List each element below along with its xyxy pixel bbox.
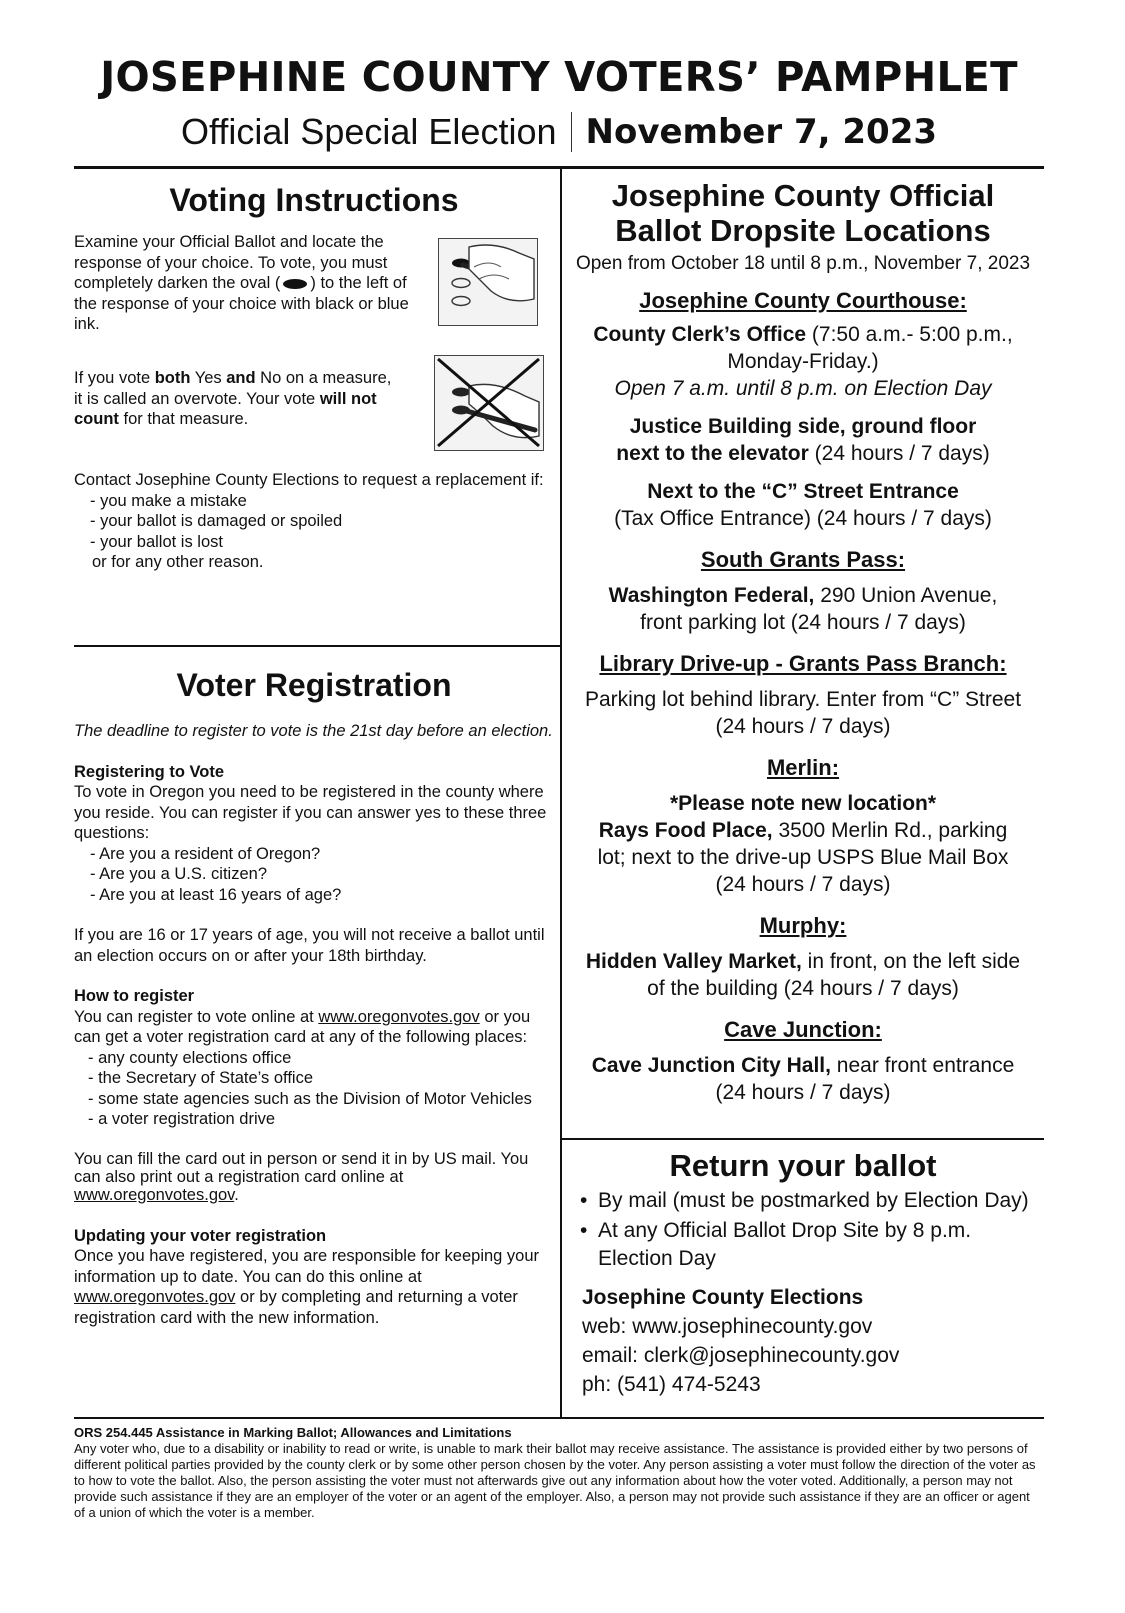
list-item: - Are you at least 16 years of age?	[90, 885, 342, 904]
overvote-and: and	[226, 369, 256, 387]
elections-contact	[562, 1283, 1044, 1399]
instruction-text: Examine your Official Ballot and locate the response of your choice. To vote, you must completely darken the oval (	[74, 233, 388, 292]
elections-email[interactable]: email: clerk@josephinecounty.gov	[582, 1344, 900, 1367]
updating-paragraph	[74, 1246, 554, 1328]
registering-subheading: Registering to Vote	[74, 762, 225, 781]
rays-food-line	[562, 817, 1044, 844]
list-item: - your ballot is lost	[90, 532, 554, 553]
hand-marking-oval-icon	[439, 239, 536, 324]
voting-instructions-heading: Voting Instructions	[169, 182, 459, 218]
replacement-paragraph	[74, 470, 554, 573]
cave-junction-hours: (24 hours / 7 days)	[715, 1081, 891, 1104]
clerk-office-line	[562, 321, 1044, 348]
dropsite-heading-line-1: Josephine County Official	[611, 178, 995, 213]
voter-registration-heading: Voter Registration	[176, 667, 452, 703]
list-item: • By mail (must be postmarked by Election Day)	[580, 1187, 1044, 1215]
rays-food-directions: lot; next to the drive-up USPS Blue Mail Box	[597, 846, 1009, 869]
subtitle-divider	[571, 112, 572, 152]
card-text: You can fill the card out in person or send it in by US mail. You can also print out a registration card online at	[74, 1149, 529, 1186]
eligibility-questions	[74, 844, 554, 906]
updating-text-b: or by completing and returning a voter registration card with the new information.	[74, 1288, 518, 1327]
how-to-register-paragraph	[74, 1007, 554, 1048]
justice-building-elevator: next to the elevator	[616, 442, 809, 465]
replacement-reasons	[74, 491, 554, 553]
updating-text-a: Once you have registered, you are responsible for keeping your information up to date. You can do this online at	[74, 1247, 540, 1286]
return-methods	[562, 1187, 1044, 1273]
footer-heading: ORS 254.445 Assistance in Marking Ballot; Allowances and Limitations	[74, 1425, 512, 1440]
cave-junction-directions: near front entrance	[830, 1054, 1015, 1077]
left-section-divider	[74, 645, 560, 647]
clerk-office-name: County Clerk’s Office	[593, 323, 807, 346]
age-paragraph: If you are 16 or 17 years of age, you will not receive a ballot until an election occurs on or after your 18th birthday.	[74, 926, 545, 965]
c-street-hours: (Tax Office Entrance) (24 hours / 7 days)	[614, 507, 992, 530]
return-ballot-section	[562, 1148, 1044, 1399]
dropsite-locations-section	[562, 178, 1044, 1106]
replacement-intro: Contact Josephine County Elections to request a replacement if:	[74, 471, 544, 489]
elections-office-name: Josephine County Elections	[582, 1286, 864, 1309]
page-title: JOSEPHINE COUNTY VOTERS’ PAMPHLET	[100, 53, 1018, 101]
rays-food-name: Rays Food Place,	[598, 819, 773, 842]
cave-junction-line	[562, 1052, 1044, 1079]
election-date: November 7, 2023	[585, 112, 938, 152]
replacement-end: or for any other reason.	[92, 553, 264, 571]
registering-paragraph: To vote in Oregon you need to be registered in the county where you reside. You can register if you can answer yes to these three questions:	[74, 783, 547, 842]
dropsite-open-dates: Open from October 18 until 8 p.m., November 7, 2023	[575, 253, 1031, 274]
page-header	[74, 48, 1044, 154]
washington-federal-name: Washington Federal,	[608, 584, 815, 607]
oregonvotes-link[interactable]: www.oregonvotes.gov	[318, 1007, 480, 1026]
instruction-text-end: ) to the left of the response of your choice with black or blue ink.	[74, 274, 409, 333]
justice-building-line-2	[562, 440, 1044, 467]
list-item: - a voter registration drive	[88, 1110, 276, 1128]
location-heading-courthouse: Josephine County Courthouse:	[639, 288, 967, 313]
voting-instructions-section	[74, 180, 554, 220]
clerk-election-day-hours: Open 7 a.m. until 8 p.m. on Election Day	[614, 377, 992, 400]
washington-federal-line	[562, 582, 1044, 609]
location-heading-south-grants-pass: South Grants Pass:	[700, 547, 906, 572]
oregonvotes-link[interactable]: www.oregonvotes.gov	[74, 1185, 235, 1204]
hidden-valley-directions: in front, on the left side	[801, 950, 1021, 973]
overvote-text-b: Yes	[190, 369, 227, 387]
list-item: - any county elections office	[88, 1048, 292, 1067]
justice-building-hours: (24 hours / 7 days)	[808, 442, 990, 465]
hidden-valley-hours: of the building (24 hours / 7 days)	[647, 977, 959, 1000]
location-heading-merlin: Merlin:	[766, 755, 840, 780]
cave-junction-city-hall: Cave Junction City Hall,	[591, 1054, 831, 1077]
card-paragraph	[74, 1150, 554, 1204]
how-to-text-b: or you can get a voter registration card at any of the following places:	[74, 1007, 531, 1046]
top-rule	[74, 166, 1044, 169]
location-heading-library: Library Drive-up - Grants Pass Branch:	[599, 651, 1007, 676]
how-to-text-a: You can register to vote online at	[74, 1007, 319, 1026]
overvote-text-a: If you vote	[74, 369, 155, 387]
clerk-office-days: Monday-Friday.)	[727, 350, 879, 373]
merlin-new-location-note: *Please note new location*	[669, 792, 937, 815]
washington-federal-hours: front parking lot (24 hours / 7 days)	[640, 611, 966, 634]
footer-text: Any voter who, due to a disability or inability to read or write, is unable to mark their ballot may receive assistance. The assistance is provided either by two persons of different political parties provided by the county clerk or by some other person chosen by the voter. Any person assisting a voter must follow the direction of the voter as to how to vote the ballot. Also, the person assisting the voter must not afterwards give out any information about how the voter voted. Additionally, a person may not provide such assistance if they are an employer of the voter or an agent of the employer. Also, a person may not provide such assistance if they are an officer or agent of a union of which the voter is a member.	[74, 1441, 1036, 1520]
overvote-figure	[434, 355, 544, 451]
oregonvotes-link[interactable]: www.oregonvotes.gov	[74, 1288, 236, 1306]
location-heading-cave-junction: Cave Junction:	[724, 1017, 882, 1042]
list-item: - Are you a U.S. citizen?	[90, 865, 267, 883]
elections-phone: ph: (541) 474-5243	[582, 1373, 761, 1396]
card-text-end: .	[234, 1185, 239, 1204]
overvote-crossed-icon	[435, 356, 542, 449]
updating-subheading: Updating your voter registration	[74, 1226, 327, 1245]
library-hours: (24 hours / 7 days)	[715, 715, 891, 738]
registration-places	[74, 1048, 554, 1130]
assistance-footer	[74, 1425, 1044, 1521]
rays-food-hours: (24 hours / 7 days)	[715, 873, 891, 896]
overvote-both: both	[154, 369, 191, 387]
overvote-will-not-count: will not count	[74, 389, 377, 428]
rays-food-address: 3500 Merlin Rd., parking	[772, 819, 1008, 842]
list-item: - you make a mistake	[90, 491, 554, 512]
justice-building-line-1: Justice Building side, ground floor	[629, 415, 977, 438]
registration-deadline: The deadline to register to vote is the 21st day before an election.	[74, 722, 553, 740]
hidden-valley-line	[562, 948, 1044, 975]
list-item: - Are you a resident of Oregon?	[90, 844, 321, 863]
clerk-office-hours: (7:50 a.m.- 5:00 p.m.,	[806, 323, 1013, 346]
overvote-paragraph	[74, 368, 404, 430]
right-section-divider	[562, 1138, 1044, 1140]
election-type: Official Special Election	[180, 111, 557, 152]
overvote-text-c: No on a measure, it is called an overvote. Your vote	[74, 369, 392, 408]
how-to-register-subheading: How to register	[74, 987, 195, 1005]
marking-ballot-figure	[438, 238, 538, 326]
list-item: - your ballot is damaged or spoiled	[90, 511, 554, 532]
c-street-entrance: Next to the “C” Street Entrance	[647, 480, 959, 503]
hidden-valley-name: Hidden Valley Market,	[585, 950, 802, 973]
return-ballot-heading: Return your ballot	[669, 1148, 937, 1183]
bottom-rule	[74, 1417, 1044, 1419]
instruction-paragraph-1	[74, 232, 429, 335]
filled-oval-icon	[283, 279, 307, 289]
list-item: - the Secretary of State’s office	[88, 1069, 314, 1087]
location-heading-murphy: Murphy:	[759, 913, 847, 938]
washington-federal-address: 290 Union Avenue,	[814, 584, 998, 607]
list-item: • At any Official Ballot Drop Site by 8 p.m. Election Day	[580, 1217, 1044, 1273]
page-subtitle	[74, 110, 1044, 154]
dropsite-heading-line-2: Ballot Dropsite Locations	[615, 213, 991, 248]
list-item: - some state agencies such as the Division of Motor Vehicles	[88, 1089, 532, 1108]
voter-registration-section	[74, 665, 554, 1328]
overvote-text-d: for that measure.	[118, 410, 249, 428]
elections-website[interactable]: web: www.josephinecounty.gov	[582, 1315, 873, 1338]
library-directions: Parking lot behind library. Enter from “C” Street	[584, 688, 1022, 711]
